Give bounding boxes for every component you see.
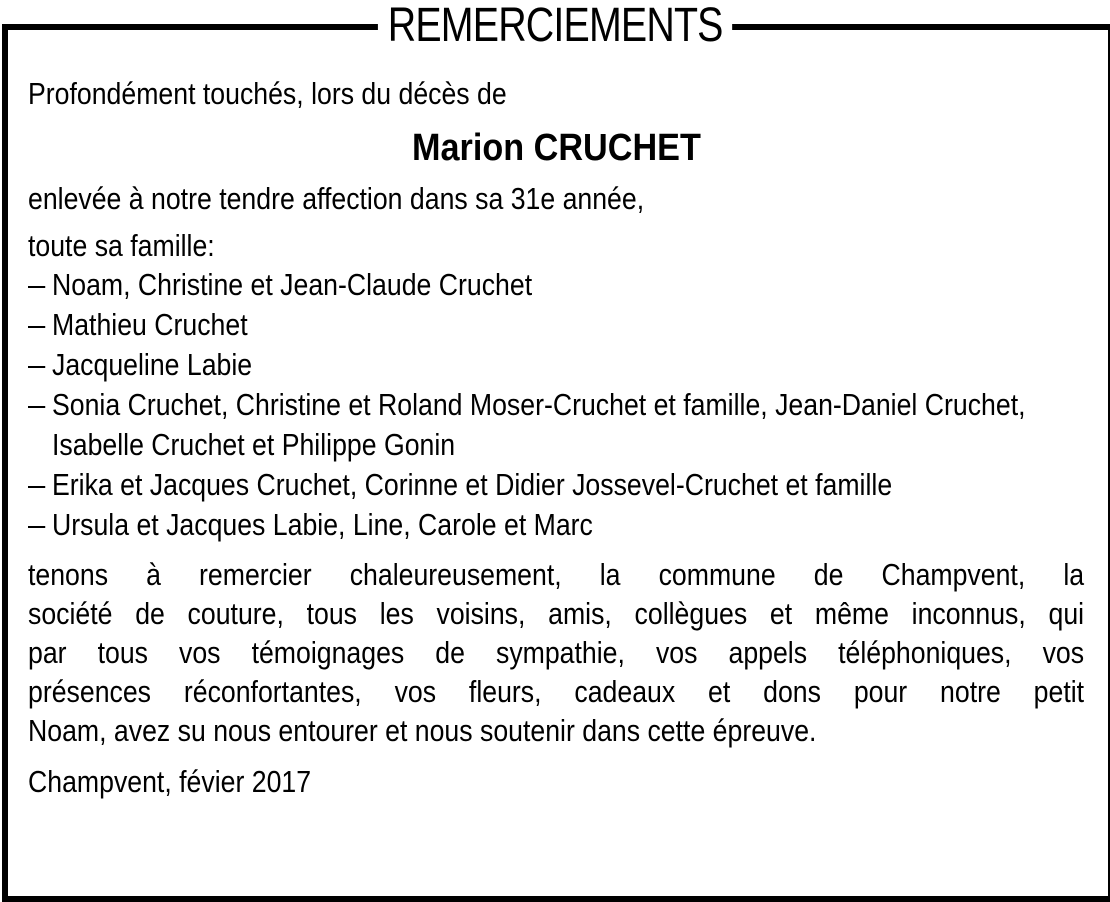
dash-glyph: – — [28, 267, 46, 302]
thanks-line: tenons à remercier chaleureusement, la commune de Champvent, la — [28, 557, 1085, 592]
deceased-name — [28, 123, 1084, 173]
dash-glyph: – — [28, 507, 46, 542]
family-member: Erika et Jacques Cruchet, Corinne et Didier Jossevel-Cruchet et famille — [52, 467, 893, 502]
notice-body — [28, 74, 1084, 801]
dash-glyph: – — [28, 347, 46, 382]
page-title: REMERCIEMENTS — [378, 0, 733, 52]
family-member: Mathieu Cruchet — [52, 307, 248, 342]
thanks-line: par tous vos témoignages de sympathie, vos appels téléphoniques, vos — [28, 635, 1085, 670]
thanks-line: société de couture, tous les voisins, amis, collègues et même inconnus, qui — [28, 596, 1085, 631]
deceased-name-text: Marion CRUCHET — [411, 127, 701, 169]
family-member: Jacqueline Labie — [52, 347, 253, 382]
family-intro: toute sa famille: — [28, 228, 215, 263]
family-item — [28, 385, 1084, 465]
family-item — [28, 465, 1084, 505]
intro-text: Profondément touchés, lors du décès de — [28, 76, 507, 111]
family-list — [28, 265, 1084, 545]
closing-signature: Champvent, févier 2017 — [28, 764, 312, 799]
dash-glyph: – — [28, 467, 46, 502]
thanks-paragraph — [28, 555, 1084, 750]
family-member: Sonia Cruchet, Christine et Roland Moser-Cruchet et famille, Jean-Daniel Cruchet, Isabelle Cruchet et Philippe Gonin — [52, 387, 1026, 462]
family-item — [28, 345, 1084, 385]
family-item — [28, 305, 1084, 345]
dash-glyph: – — [28, 307, 46, 342]
affection-text: enlevée à notre tendre affection dans sa 31e année, — [28, 181, 645, 216]
notice-heading — [0, 0, 1110, 52]
dash-glyph: – — [28, 387, 46, 422]
thanks-line: présences réconfortantes, vos fleurs, cadeaux et dons pour notre petit — [28, 674, 1085, 709]
family-member: Noam, Christine et Jean-Claude Cruchet — [52, 267, 533, 302]
thanks-line: Noam, avez su nous entourer et nous soutenir dans cette épreuve. — [28, 713, 817, 748]
family-item — [28, 505, 1084, 545]
spacer — [28, 218, 1084, 226]
family-member: Ursula et Jacques Labie, Line, Carole et Marc — [52, 507, 593, 542]
family-item — [28, 265, 1084, 305]
